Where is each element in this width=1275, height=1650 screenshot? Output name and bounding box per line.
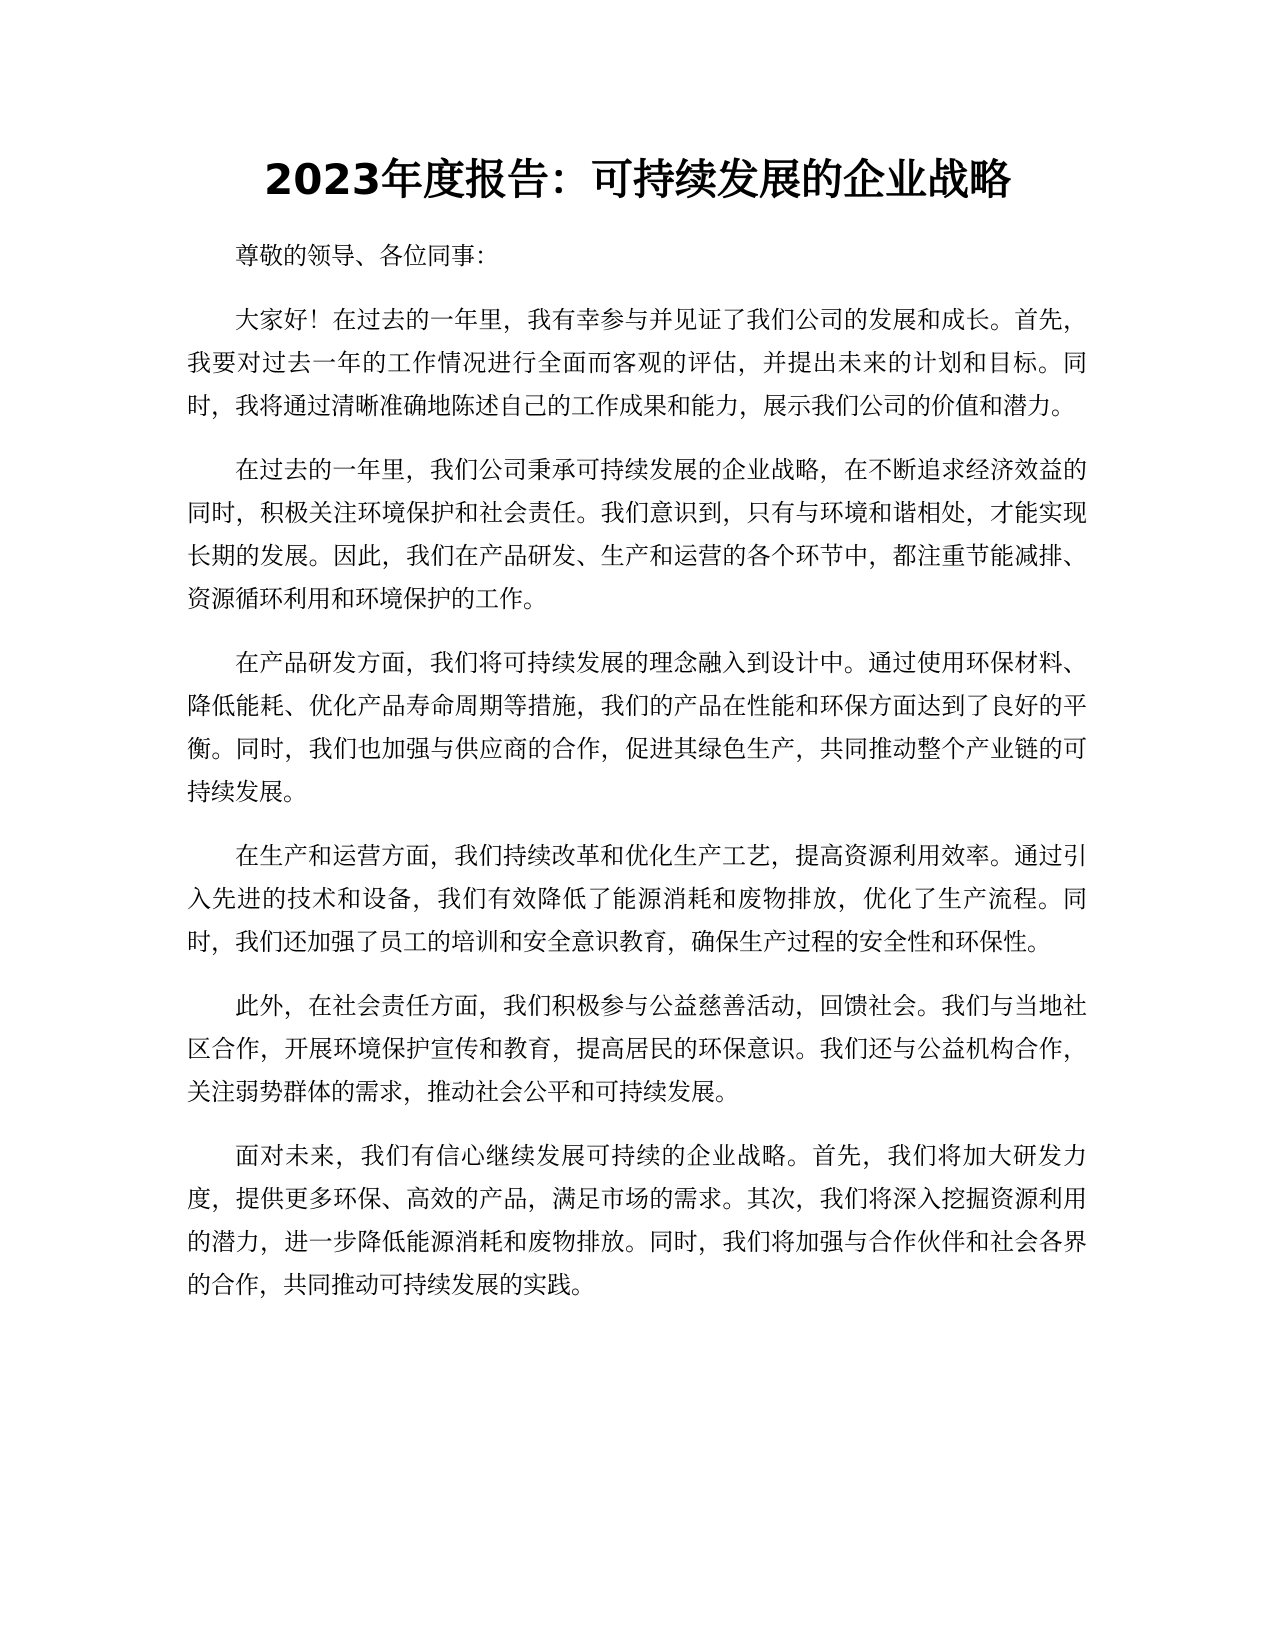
paragraph-social-responsibility: 此外，在社会责任方面，我们积极参与公益慈善活动，回馈社会。我们与当地社区合作，开展环境保护宣传和教育，提高居民的环保意识。我们还与公益机构合作，关注弱势群体的需求，推动社会公平和可持续发展。 [187,992,1087,1106]
paragraph-future: 面对未来，我们有信心继续发展可持续的企业战略。首先，我们将加大研发力度，提供更多环保、高效的产品，满足市场的需求。其次，我们将深入挖掘资源利用的潜力，进一步降低能源消耗和废物排放。同时，我们将加强与合作伙伴和社会各界的合作，共同推动可持续发展的实践。 [187,1142,1087,1299]
greeting: 尊敬的领导、各位同事： [235,242,499,270]
paragraph-intro: 大家好！在过去的一年里，我有幸参与并见证了我们公司的发展和成长。首先，我要对过去一年的工作情况进行全面而客观的评估，并提出未来的计划和目标。同时，我将通过清晰准确地陈述自己的工作成果和能力，展示我们公司的价值和潜力。 [187,306,1087,420]
paragraph-strategy: 在过去的一年里，我们公司秉承可持续发展的企业战略，在不断追求经济效益的同时，积极关注环境保护和社会责任。我们意识到，只有与环境和谐相处，才能实现长期的发展。因此，我们在产品研发、生产和运营的各个环节中，都注重节能减排、资源循环利用和环境保护的工作。 [187,456,1087,613]
paragraph-production: 在生产和运营方面，我们持续改革和优化生产工艺，提高资源利用效率。通过引入先进的技术和设备，我们有效降低了能源消耗和废物排放，优化了生产流程。同时，我们还加强了员工的培训和安全意识教育，确保生产过程的安全性和环保性。 [187,842,1087,956]
document-title: 2023年度报告：可持续发展的企业战略 [264,155,1011,204]
paragraph-product-rd: 在产品研发方面，我们将可持续发展的理念融入到设计中。通过使用环保材料、降低能耗、优化产品寿命周期等措施，我们的产品在性能和环保方面达到了良好的平衡。同时，我们也加强与供应商的合作，促进其绿色生产，共同推动整个产业链的可持续发展。 [187,649,1087,806]
document-body [187,235,1087,1328]
